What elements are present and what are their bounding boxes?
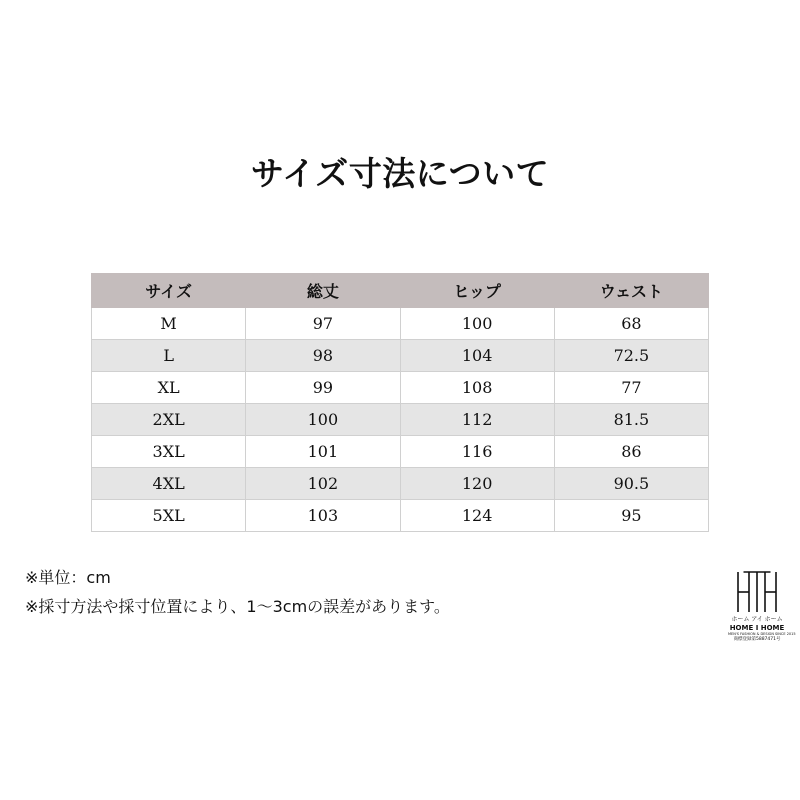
- cell-size: XL: [92, 372, 246, 404]
- logo-katakana: ホーム アイ ホーム: [731, 616, 783, 623]
- table-row: [92, 340, 709, 372]
- cell-hip: 124: [400, 500, 554, 532]
- table-row: [92, 308, 709, 340]
- unit-note: ※単位：cm: [25, 568, 111, 587]
- table-row: [92, 404, 709, 436]
- size-table: [91, 273, 709, 532]
- cell-hip: 120: [400, 468, 554, 500]
- cell-length: 103: [246, 500, 400, 532]
- cell-waist: 90.5: [554, 468, 708, 500]
- table-row: [92, 500, 709, 532]
- cell-size: L: [92, 340, 246, 372]
- cell-length: 101: [246, 436, 400, 468]
- cell-waist: 81.5: [554, 404, 708, 436]
- table-header-row: [92, 274, 709, 308]
- header-size: サイズ: [92, 274, 246, 308]
- cell-length: 99: [246, 372, 400, 404]
- cell-length: 102: [246, 468, 400, 500]
- cell-size: 2XL: [92, 404, 246, 436]
- cell-size: 3XL: [92, 436, 246, 468]
- cell-size: 5XL: [92, 500, 246, 532]
- cell-hip: 100: [400, 308, 554, 340]
- logo-trademark: 商標登録第5887471号: [733, 637, 781, 642]
- cell-hip: 116: [400, 436, 554, 468]
- notes: [25, 563, 450, 621]
- cell-waist: 77: [554, 372, 708, 404]
- header-hip: ヒップ: [400, 274, 554, 308]
- hih-monogram-icon: [735, 570, 779, 614]
- cell-hip: 108: [400, 372, 554, 404]
- cell-size: 4XL: [92, 468, 246, 500]
- table-row: [92, 436, 709, 468]
- table-row: [92, 468, 709, 500]
- cell-size: M: [92, 308, 246, 340]
- cell-length: 97: [246, 308, 400, 340]
- cell-hip: 104: [400, 340, 554, 372]
- cell-length: 98: [246, 340, 400, 372]
- cell-hip: 112: [400, 404, 554, 436]
- logo-name: HOME I HOME: [729, 624, 785, 632]
- brand-logo: [728, 570, 796, 643]
- cell-length: 100: [246, 404, 400, 436]
- header-waist: ウェスト: [554, 274, 708, 308]
- cell-waist: 95: [554, 500, 708, 532]
- table-row: [92, 372, 709, 404]
- cell-waist: 68: [554, 308, 708, 340]
- cell-waist: 86: [554, 436, 708, 468]
- page-title: サイズ寸法について: [250, 154, 550, 193]
- tolerance-note: ※採寸方法や採寸位置により、1～3cmの誤差があります。: [25, 597, 450, 616]
- logo-tagline: MEN'S FASHION & DESIGN SINCE 2015: [728, 632, 796, 636]
- header-length: 総丈: [246, 274, 400, 308]
- cell-waist: 72.5: [554, 340, 708, 372]
